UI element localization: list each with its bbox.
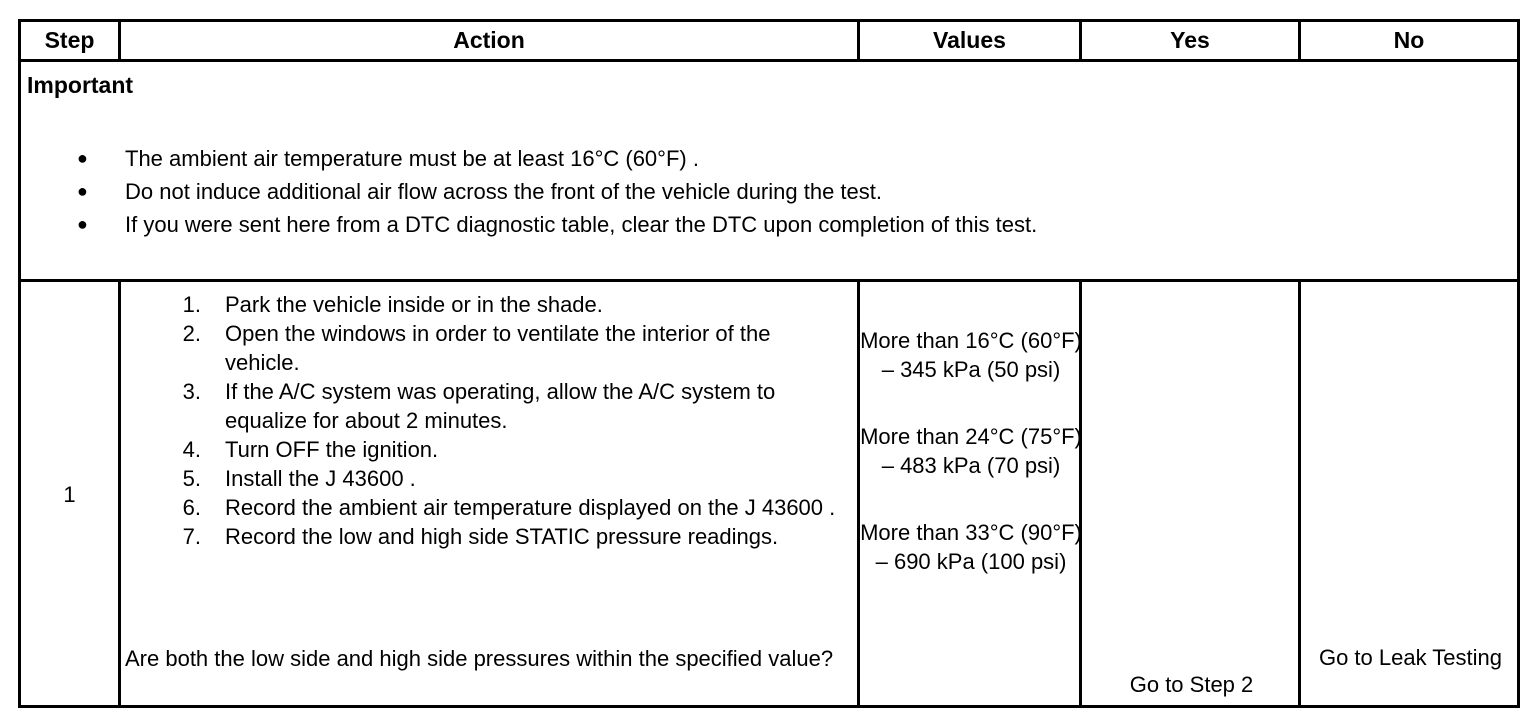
action-item <box>171 377 851 435</box>
divider <box>1298 22 1301 62</box>
header-no: No <box>1393 27 1425 53</box>
divider <box>1079 22 1082 62</box>
action-number: 3. <box>182 379 201 404</box>
important-notice <box>21 62 1517 282</box>
header-step: Step <box>44 27 95 53</box>
header-values: Values <box>933 27 1006 53</box>
no-outcome: Go to Leak Testing <box>1318 645 1503 670</box>
table-row <box>21 282 1517 708</box>
values-cell <box>860 327 1082 615</box>
important-text: The ambient air temperature must be at least 16°C (60°F) . <box>125 146 699 171</box>
action-text: Open the windows in order to ventilate the interior of the vehicle. <box>225 321 771 375</box>
action-text: Record the ambient air temperature displayed on the J 43600 . <box>225 495 836 520</box>
value-spec: More than 16°C (60°F) – 345 kPa (50 psi) <box>860 328 1082 382</box>
action-number: 2. <box>182 321 201 346</box>
action-text: Park the vehicle inside or in the shade. <box>225 292 603 317</box>
divider <box>118 22 121 62</box>
action-text: Install the J 43600 . <box>225 466 416 491</box>
header-action: Action <box>453 27 525 53</box>
action-number: 5. <box>182 466 201 491</box>
important-title: Important <box>27 72 134 98</box>
important-text: Do not induce additional air flow across the front of the vehicle during the test. <box>125 179 882 204</box>
action-text: Record the low and high side STATIC pressure readings. <box>225 524 779 549</box>
important-text: If you were sent here from a DTC diagnostic table, clear the DTC upon completion of this test. <box>125 212 1038 237</box>
action-number: 6. <box>182 495 201 520</box>
diagnostic-table <box>18 19 1520 708</box>
action-list <box>171 290 851 551</box>
bullet-icon: ● <box>77 148 88 168</box>
bullet-icon: ● <box>77 181 88 201</box>
action-item <box>171 319 851 377</box>
action-question: Are both the low side and high side pressures within the specified value? <box>125 646 834 671</box>
action-number: 1. <box>182 292 201 317</box>
divider <box>857 22 860 62</box>
action-text: Turn OFF the ignition. <box>225 437 439 462</box>
action-number: 4. <box>182 437 201 462</box>
yes-outcome: Go to Step 2 <box>1129 672 1254 697</box>
action-text: If the A/C system was operating, allow the A/C system to equalize for about 2 minutes. <box>225 379 776 433</box>
step-number: 1 <box>63 482 76 507</box>
action-item <box>171 522 851 551</box>
table-header <box>21 22 1517 62</box>
header-yes: Yes <box>1170 27 1210 53</box>
value-spec: More than 33°C (90°F) – 690 kPa (100 psi) <box>860 520 1082 574</box>
action-number: 7. <box>182 524 201 549</box>
value-spec: More than 24°C (75°F) – 483 kPa (70 psi) <box>860 424 1082 478</box>
bullet-icon: ● <box>77 214 88 234</box>
action-item <box>171 493 851 522</box>
action-item <box>171 435 851 464</box>
action-item <box>171 464 851 493</box>
action-item <box>171 290 851 319</box>
